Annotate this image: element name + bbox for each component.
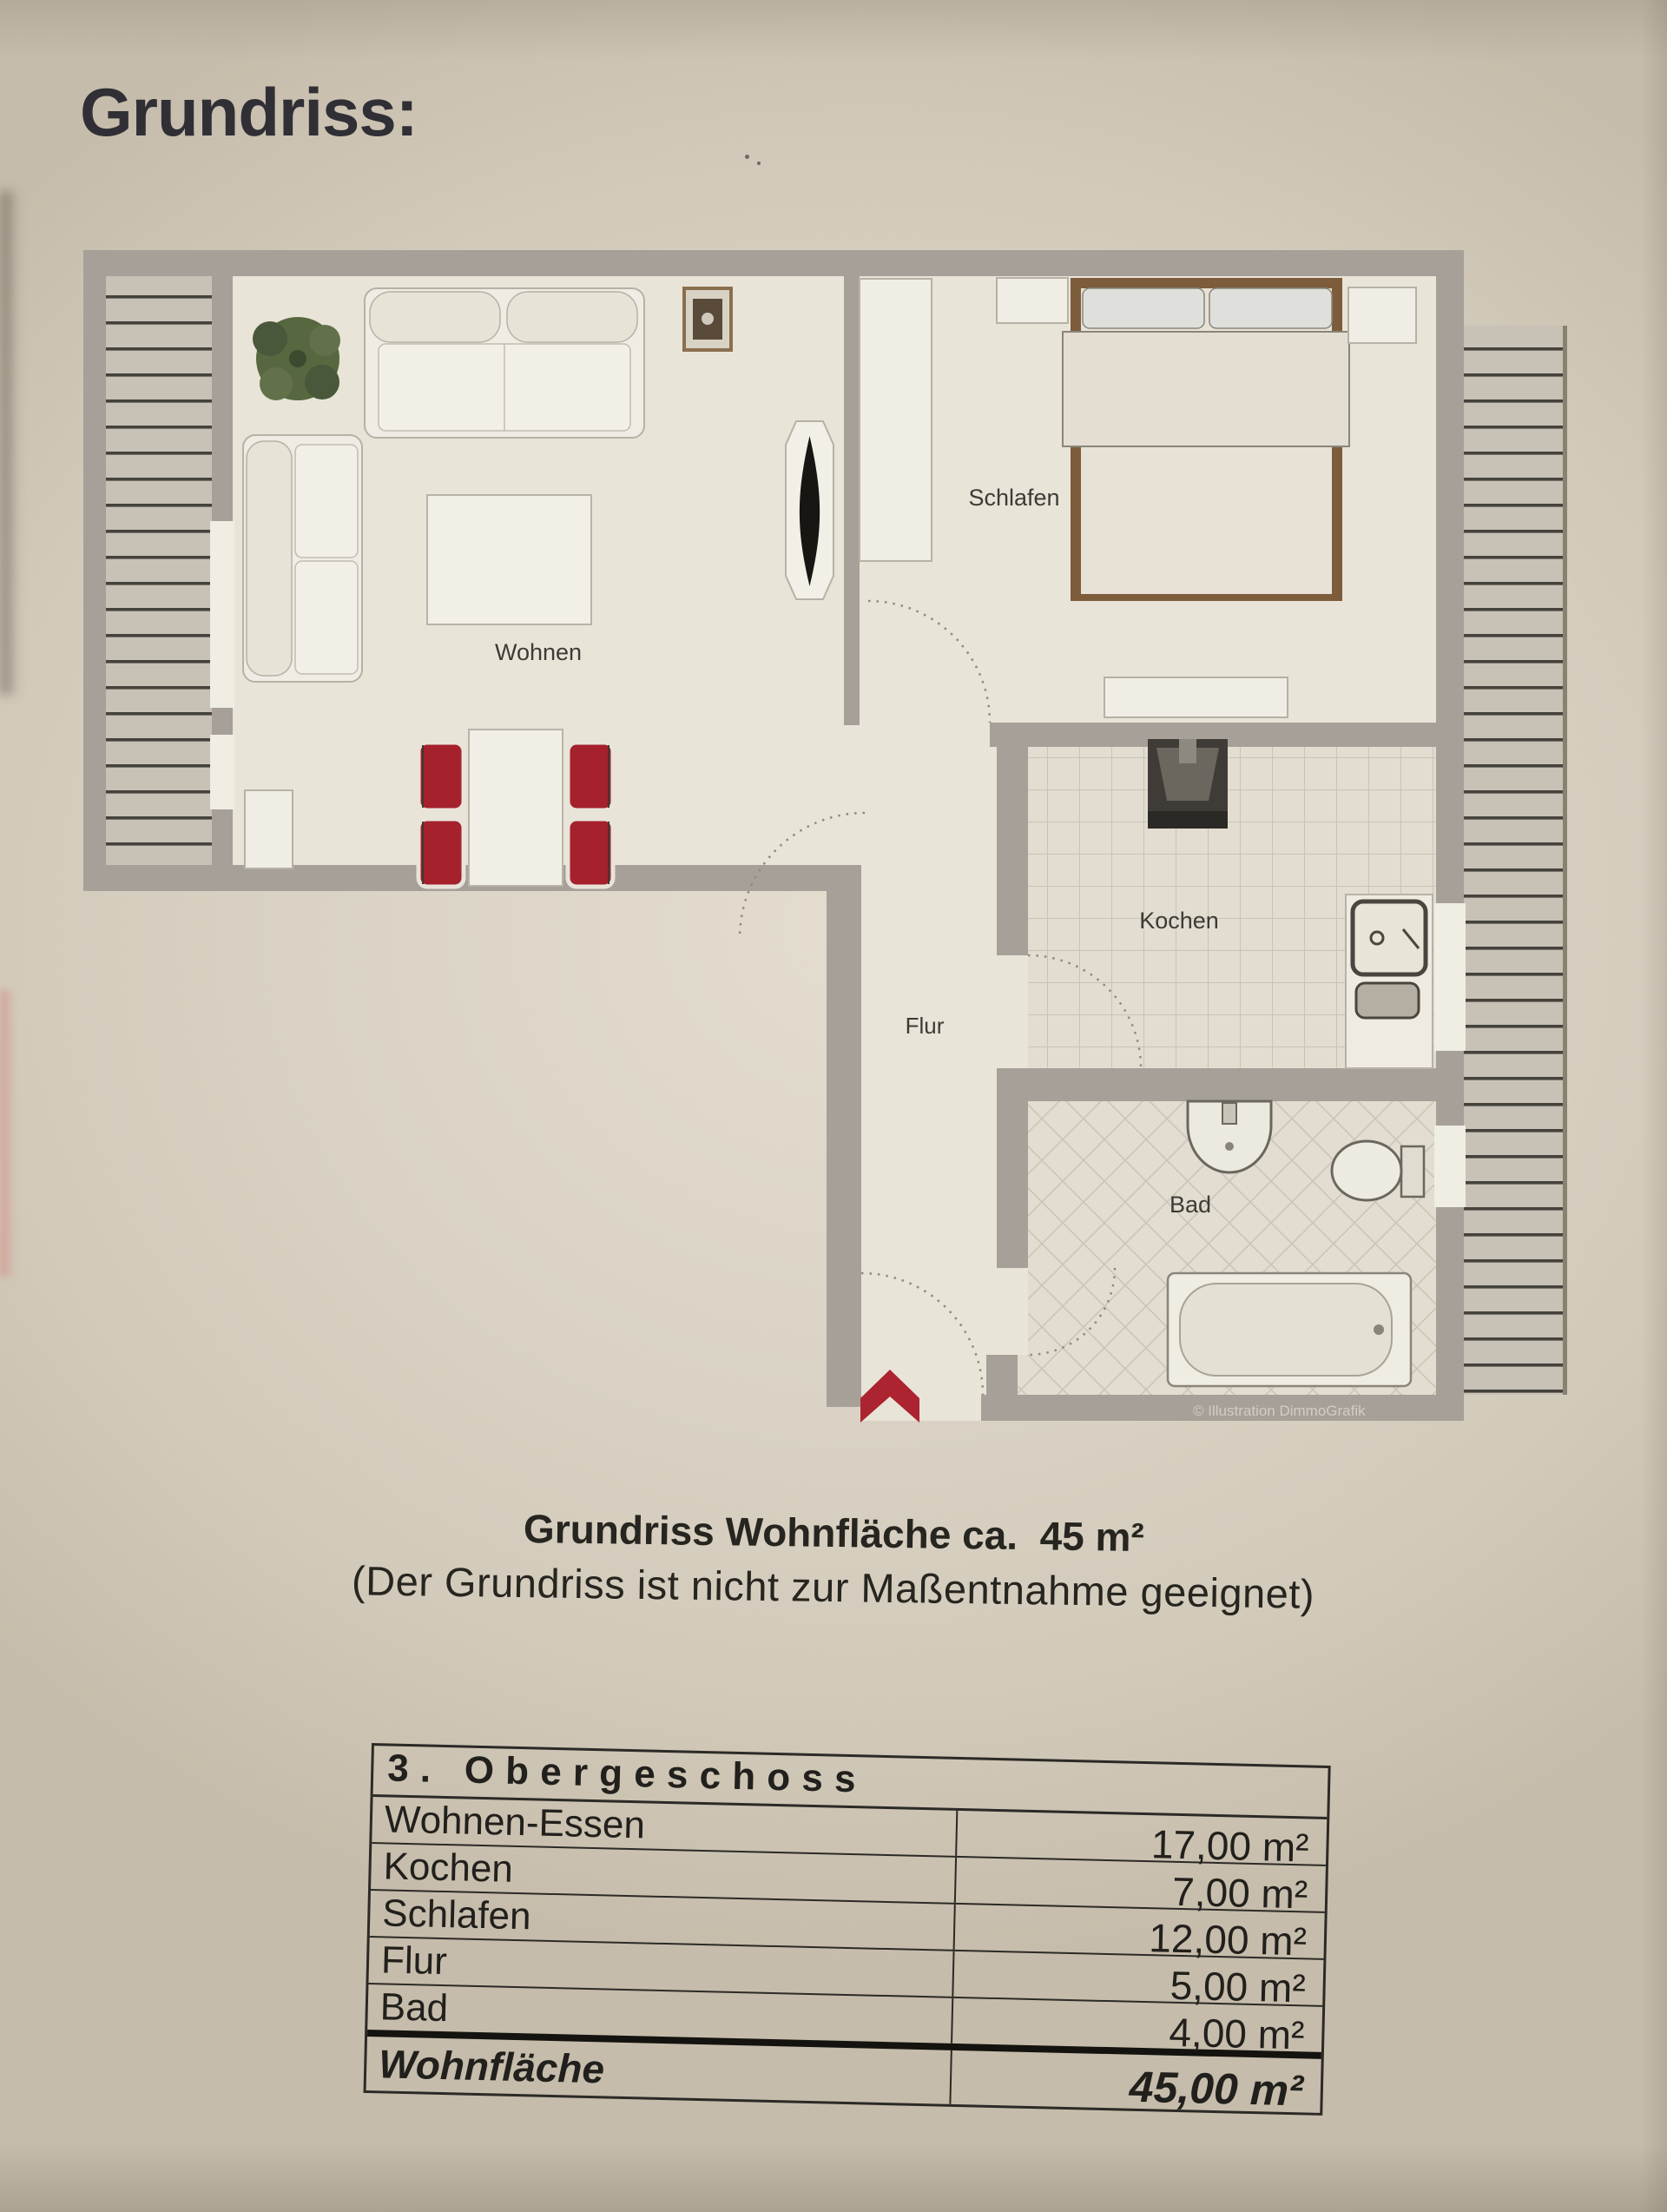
- balcony-left: [106, 276, 212, 865]
- area-value: 5,00 m²: [1170, 1962, 1307, 2011]
- wall-right-outer: [1436, 276, 1464, 1421]
- photo-smudge-pink: [0, 990, 16, 1277]
- room-label-kochen: Kochen: [1139, 908, 1219, 934]
- ceiling-spot: [684, 288, 731, 350]
- table-header-floor: 3. Obergeschoss: [373, 1746, 1328, 1819]
- dining-chair: [568, 819, 613, 887]
- window-opening: [210, 735, 234, 809]
- dresser: [1104, 677, 1288, 717]
- photo-shadow-right: [1641, 0, 1667, 2212]
- wall-bad-left-upper: [997, 1101, 1028, 1268]
- plan-caption: [0, 1498, 1667, 1623]
- balcony-right: [1464, 326, 1567, 1395]
- room-area-cell: [956, 1858, 1326, 1918]
- room-area-cell: [953, 1951, 1323, 2011]
- stove: [1148, 739, 1228, 829]
- wall-flur-left: [827, 865, 861, 1407]
- room-area-cell: [955, 1905, 1325, 1964]
- room-area-cell: [952, 1998, 1322, 2058]
- nightstand: [1348, 287, 1416, 343]
- pillow: [1083, 288, 1204, 328]
- paper-speck: [757, 162, 761, 165]
- wardrobe: [860, 279, 932, 561]
- room-name-cell: Flur: [368, 1938, 954, 1997]
- caption-area-line: Grundriss Wohnfläche ca. 45 m²: [523, 1506, 1145, 1560]
- room-label-schlafen: Schlafen: [968, 485, 1060, 511]
- kitchen-balcony-door-opening: [1434, 903, 1466, 1051]
- dining-chair: [418, 743, 464, 810]
- balcony-door-opening: [210, 521, 234, 708]
- sideboard: [245, 790, 293, 868]
- paper-speck: [745, 155, 749, 159]
- wall-kochen-left: [997, 747, 1028, 955]
- wall-bad-left-lower: [986, 1355, 1018, 1395]
- floor-plan-svg: [83, 243, 1571, 1433]
- wall-top: [83, 250, 1464, 276]
- total-area-cell: [951, 2050, 1321, 2116]
- coffee-table: [427, 495, 591, 624]
- area-value: 12,00 m²: [1148, 1915, 1308, 1964]
- toilet: [1332, 1141, 1424, 1200]
- total-area-value: 45,00 m²: [1129, 2062, 1304, 2116]
- floor-plan: [83, 243, 1571, 1433]
- room-name-cell: Wohnen-Essen: [372, 1797, 958, 1856]
- blanket: [1063, 332, 1349, 446]
- photo-shadow-bottom: [0, 2143, 1667, 2212]
- dining-chair: [418, 819, 464, 887]
- plant: [253, 317, 340, 400]
- room-label-flur: Flur: [905, 1013, 945, 1039]
- page-title: Grundriss:: [80, 74, 418, 150]
- wall-kochen-bad: [997, 1068, 1464, 1101]
- sofa-small: [243, 435, 362, 682]
- illustration-watermark: © Illustration DimmoGrafik: [1193, 1403, 1366, 1419]
- room-name-cell: Schlafen: [370, 1891, 956, 1950]
- room-name-cell: Kochen: [371, 1844, 957, 1903]
- bathtub: [1168, 1273, 1411, 1386]
- room-label-wohnen: Wohnen: [494, 639, 583, 665]
- room-name-cell: Bad: [367, 1984, 953, 2044]
- bath-window-opening: [1434, 1126, 1466, 1207]
- room-label-bad: Bad: [1169, 1192, 1212, 1218]
- sofa: [365, 288, 644, 438]
- mirror: [786, 421, 834, 599]
- bed: [1063, 278, 1349, 601]
- nightstand: [997, 278, 1068, 323]
- schlafen-doorway: [860, 723, 990, 747]
- photo-shadow-left: [0, 191, 19, 695]
- caption-disclaimer-line: (Der Grundriss ist nicht zur Maßentnahme geeignet): [351, 1557, 1315, 1617]
- kochen-doorway: [997, 955, 1028, 1068]
- area-value: 17,00 m²: [1150, 1821, 1310, 1871]
- dining-table: [469, 730, 563, 886]
- area-value: 4,00 m²: [1168, 2009, 1305, 2058]
- pillow: [1209, 288, 1332, 328]
- wall-left-outer: [83, 250, 106, 891]
- kitchen-sink: [1346, 895, 1433, 1068]
- area-value: 7,00 m²: [1171, 1868, 1308, 1918]
- photo-shadow-top: [0, 0, 1667, 61]
- wall-wohnen-schlafen: [844, 276, 860, 725]
- area-table: [364, 1743, 1331, 2116]
- dining-chair: [568, 743, 613, 810]
- room-area-cell: [957, 1811, 1327, 1871]
- bad-doorway: [997, 1268, 1028, 1355]
- total-label-cell: Wohnfläche: [366, 2037, 952, 2104]
